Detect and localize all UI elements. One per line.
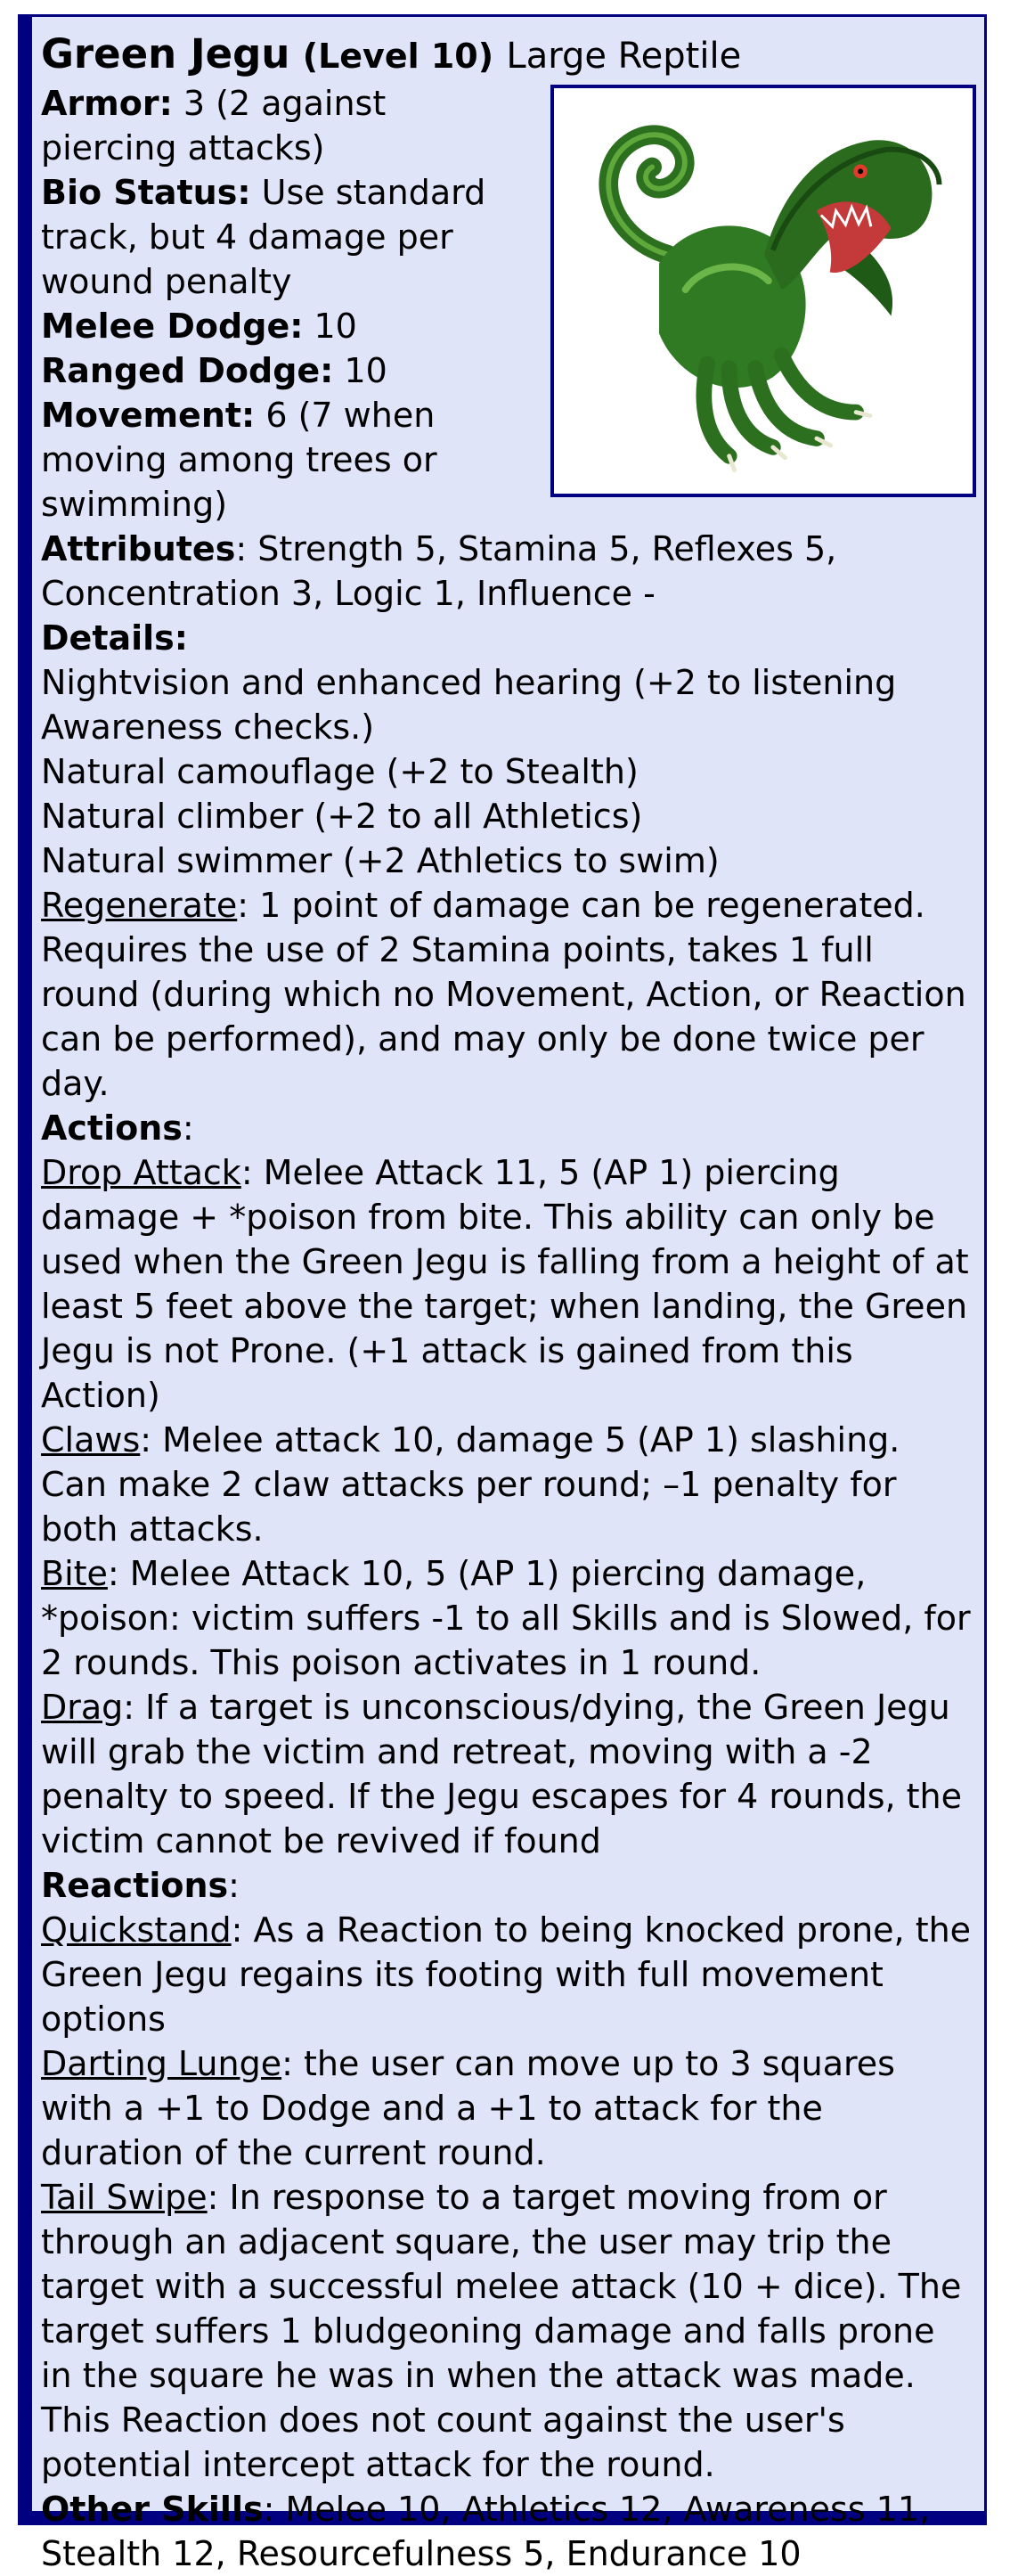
actions-colon: : bbox=[182, 1108, 194, 1148]
creature-name: Green Jegu bbox=[41, 30, 290, 78]
stat-block-text bbox=[41, 29, 972, 2576]
stat-value: Use standard track, but 4 damage per wound penalty bbox=[41, 173, 486, 301]
ability-text: : As a Reaction to being knocked prone, the Green Jegu regains its footing with full movement options bbox=[41, 1910, 972, 2039]
detail-line: Nightvision and enhanced hearing (+2 to listening Awareness checks.) bbox=[41, 663, 897, 747]
ability-name: Quickstand bbox=[41, 1910, 232, 1950]
reaction-darting-lunge bbox=[41, 2041, 972, 2175]
action-drag bbox=[41, 1685, 972, 1863]
attributes-line bbox=[41, 527, 972, 616]
ability-text: : If a target is unconscious/dying, the Green Jegu will grab the victim and retreat, moving with a -2 penalty to speed. If the Jegu escapes for 4 rounds, the victim cannot be revived if found bbox=[41, 1688, 963, 1860]
action-drop-attack bbox=[41, 1150, 972, 1418]
ability-name: Bite bbox=[41, 1554, 108, 1593]
stat-value: 10 bbox=[303, 307, 357, 346]
reactions-colon: : bbox=[228, 1866, 240, 1905]
detail-line: Natural climber (+2 to all Athletics) bbox=[41, 797, 643, 836]
stat-value: 6 (7 when moving among trees or swimming) bbox=[41, 396, 437, 524]
other-skills-line bbox=[41, 2487, 972, 2576]
ability-text: : 1 point of damage can be regenerated. Requires the use of 2 Stamina points, takes 1 full round (during which no Movement, Action, or Reaction can be performed), and may only be done twice per day. bbox=[41, 886, 966, 1103]
ability-text: : In response to a target moving from or through an adjacent square, the user may trip the target with a successful melee attack (10 + dice). The target suffers 1 bludgeoning damage and falls prone in the square he was in when the attack was made. This Reaction does not count against the user's potential intercept attack for the round. bbox=[41, 2178, 962, 2484]
stat-value: 3 (2 against piercing attacks) bbox=[41, 84, 387, 168]
creature-title bbox=[41, 29, 972, 81]
ranged-dodge-stat bbox=[41, 348, 522, 393]
detail-line: Natural camouflage (+2 to Stealth) bbox=[41, 752, 639, 791]
details-label: Details: bbox=[41, 618, 188, 658]
other-skills-value: : Melee 10, Athletics 12, Awareness 11, Stealth 12, Resourcefulness 5, Endurance 10 bbox=[41, 2490, 931, 2573]
details-heading bbox=[41, 616, 972, 660]
reactions-label: Reactions bbox=[41, 1866, 229, 1905]
action-claws bbox=[41, 1418, 972, 1551]
ability-text: : Melee attack 10, damage 5 (AP 1) slashing. Can make 2 claw attacks per round; –1 penalty for both attacks. bbox=[41, 1420, 900, 1549]
stat-block-card bbox=[18, 14, 987, 2573]
ability-name: Darting Lunge bbox=[41, 2044, 282, 2083]
reaction-quickstand bbox=[41, 1908, 972, 2041]
ability-name: Tail Swipe bbox=[41, 2178, 208, 2217]
ability-name: Claws bbox=[41, 1420, 141, 1460]
regenerate-ability bbox=[41, 883, 972, 1106]
ability-name: Drag bbox=[41, 1688, 124, 1727]
attributes-label: Attributes bbox=[41, 529, 236, 568]
stat-label: Movement: bbox=[41, 396, 256, 435]
action-bite bbox=[41, 1551, 972, 1685]
armor-stat bbox=[41, 81, 522, 170]
ability-text: : Melee Attack 11, 5 (AP 1) piercing damage + *poison from bite. This ability can only be used when the Green Jegu is falling from a height of at least 5 feet above the target; when landing, the Green Jegu is not Prone. (+1 attack is gained from this Action) bbox=[41, 1153, 969, 1415]
creature-level: (Level 10) bbox=[302, 37, 494, 76]
ability-name: Drop Attack bbox=[41, 1153, 241, 1192]
movement-stat bbox=[41, 393, 522, 527]
creature-type: Large Reptile bbox=[506, 36, 742, 77]
bio-status-stat bbox=[41, 170, 522, 304]
other-skills-label: Other Skills bbox=[41, 2490, 264, 2529]
stat-value: 10 bbox=[333, 351, 387, 390]
actions-heading bbox=[41, 1106, 972, 1150]
stat-label: Ranged Dodge: bbox=[41, 351, 334, 390]
ability-name: Regenerate bbox=[41, 886, 238, 925]
stat-label: Melee Dodge: bbox=[41, 307, 304, 346]
stats-list bbox=[41, 81, 522, 527]
ability-text: : the user can move up to 3 squares with a +1 to Dodge and a +1 to attack for the duration of the current round. bbox=[41, 2044, 895, 2172]
reactions-heading bbox=[41, 1863, 972, 1908]
stat-label: Bio Status: bbox=[41, 173, 251, 212]
actions-label: Actions bbox=[41, 1108, 183, 1148]
attributes-value: : Strength 5, Stamina 5, Reflexes 5, Concentration 3, Logic 1, Influence - bbox=[41, 529, 837, 613]
melee-dodge-stat bbox=[41, 304, 522, 348]
reaction-tail-swipe bbox=[41, 2175, 972, 2487]
detail-line: Natural swimmer (+2 Athletics to swim) bbox=[41, 841, 720, 880]
ability-text: : Melee Attack 10, 5 (AP 1) piercing damage, *poison: victim suffers -1 to all Skills and is Slowed, for 2 rounds. This poison activates in 1 round. bbox=[41, 1554, 971, 1682]
stat-label: Armor: bbox=[41, 84, 173, 123]
